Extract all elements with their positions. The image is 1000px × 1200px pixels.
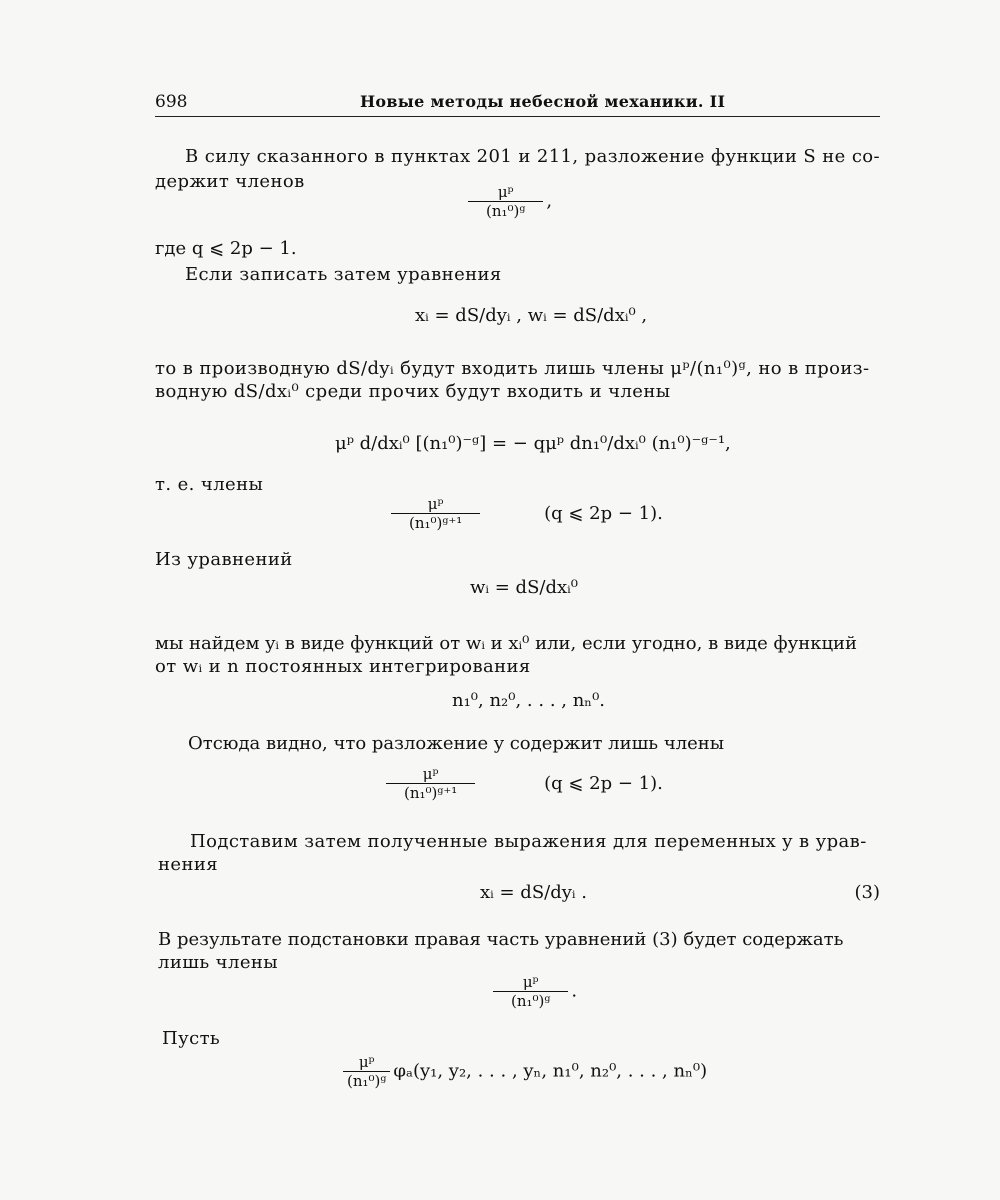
paragraph-3-line-1: то в производную dS/dyᵢ будут входить лишь члены μᵖ/(n₁⁰)ᵍ, но в произ-: [155, 358, 870, 379]
equation-9-tail: .: [571, 980, 578, 1002]
equation-7-numerator: μᵖ: [422, 765, 439, 783]
paragraph-6-line-1: мы найдем yᵢ в виде функций от wᵢ и xᵢ⁰ или, если угодно, в виде функций: [155, 633, 858, 654]
equation-4-condition: (q ⩽ 2p − 1).: [544, 502, 663, 524]
paragraph-2: Если записать затем уравнения: [185, 264, 502, 285]
equation-6: n₁⁰, n₂⁰, . . . , nₙ⁰.: [452, 690, 606, 711]
equation-3: μᵖ d/dxᵢ⁰ [(n₁⁰)⁻ᵍ] = − qμᵖ dn₁⁰/dxᵢ⁰ (n₁⁰)⁻ᵍ⁻¹,: [335, 433, 731, 454]
equation-10: [340, 1053, 707, 1090]
paragraph-3-line-2: водную dS/dxᵢ⁰ среди прочих будут входить и члены: [155, 381, 671, 402]
paragraph-1-line-2: держит членов: [155, 171, 305, 192]
equation-9: [490, 973, 577, 1010]
equation-1-denominator: (n₁⁰)ᵍ: [468, 201, 543, 220]
equation-1-tail: ,: [546, 190, 553, 212]
paragraph-10: Пусть: [162, 1028, 221, 1049]
equation-8: xᵢ = dS/dyᵢ .: [480, 882, 587, 903]
equation-9-denominator: (n₁⁰)ᵍ: [493, 991, 568, 1010]
equation-4-fraction: [391, 495, 480, 532]
equation-5: wᵢ = dS/dxᵢ⁰: [470, 577, 578, 598]
page-number: 698: [155, 92, 188, 112]
equation-10-fraction: [343, 1053, 390, 1090]
equation-10-numerator: μᵖ: [358, 1053, 375, 1071]
equation-2: xᵢ = dS/dyᵢ , wᵢ = dS/dxᵢ⁰ ,: [415, 305, 648, 326]
paragraph-7: Отсюда видно, что разложение y содержит лишь члены: [188, 733, 725, 754]
paragraph-1-line-1: В силу сказанного в пунктах 201 и 211, разложение функции S не со-: [185, 146, 881, 167]
equation-4-numerator: μᵖ: [427, 495, 444, 513]
condition-text: где q ⩽ 2p − 1.: [155, 238, 297, 259]
equation-10-tail: φₐ(y₁, y₂, . . . , yₙ, n₁⁰, n₂⁰, . . . , nₙ⁰): [393, 1060, 708, 1082]
running-title: Новые методы небесной механики. II: [360, 92, 726, 111]
paragraph-8-line-2: нения: [158, 854, 218, 875]
equation-7-denominator: (n₁⁰)ᵍ⁺¹: [386, 783, 475, 802]
equation-4-denominator: (n₁⁰)ᵍ⁺¹: [391, 513, 480, 532]
paragraph-4: т. е. члены: [155, 474, 264, 495]
equation-7-condition: (q ⩽ 2p − 1).: [544, 772, 663, 794]
equation-1-fraction: [468, 183, 543, 220]
page-header: [155, 90, 880, 117]
paragraph-6-line-2: от wᵢ и n постоянных интегрирования: [155, 656, 531, 677]
paragraph-9-line-2: лишь члены: [158, 952, 278, 973]
equation-7: [383, 765, 663, 802]
equation-4: [388, 495, 663, 532]
paragraph-9-line-1: В результате подстановки правая часть уравнений (3) будет содержать: [158, 929, 844, 950]
equation-9-numerator: μᵖ: [522, 973, 539, 991]
equation-1-numerator: μᵖ: [497, 183, 514, 201]
equation-10-denominator: (n₁⁰)ᵍ: [343, 1071, 390, 1090]
equation-7-fraction: [386, 765, 475, 802]
equation-1: [465, 183, 552, 220]
paragraph-8-line-1: Подставим затем полученные выражения для переменных y в урав-: [190, 831, 867, 852]
equation-9-fraction: [493, 973, 568, 1010]
equation-number-3: (3): [854, 882, 880, 903]
paragraph-5: Из уравнений: [155, 549, 293, 570]
